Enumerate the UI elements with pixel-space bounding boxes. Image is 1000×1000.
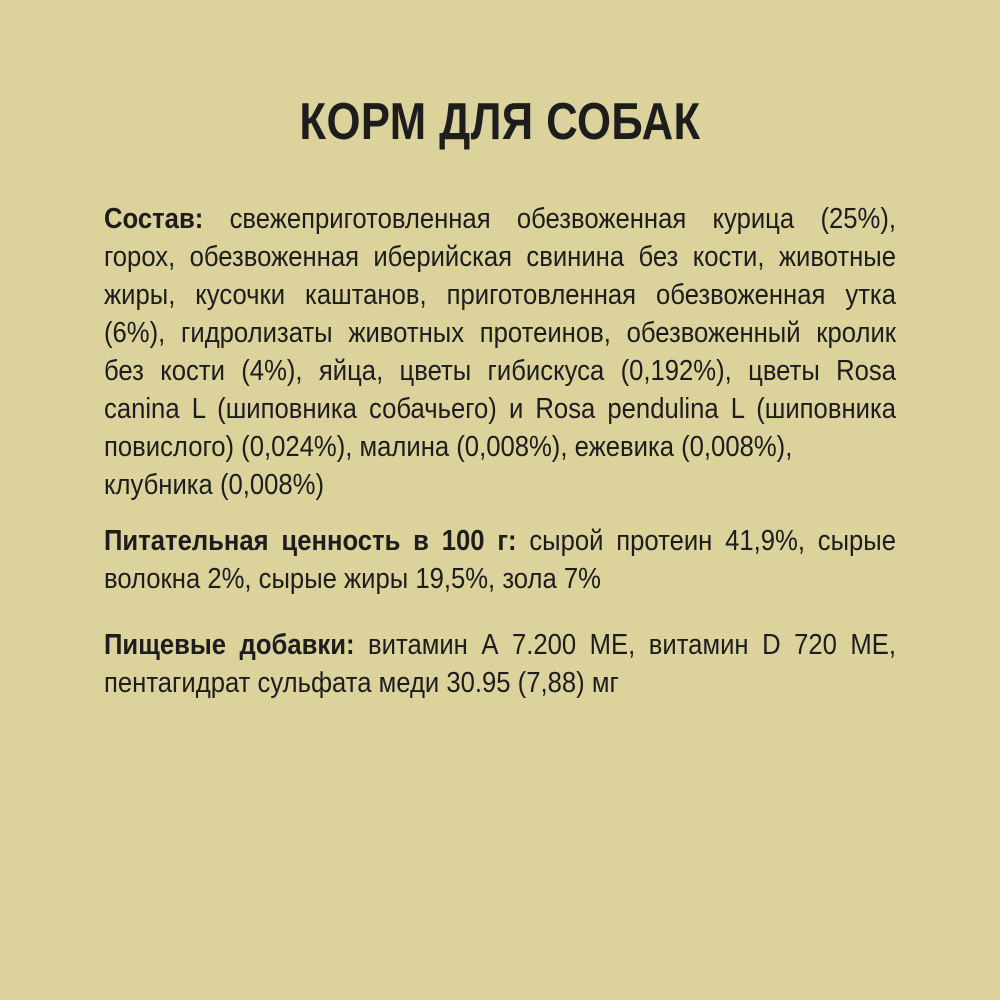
nutrition-text: сырой протеин 41,9%, сырые волокна 2%, сырые жиры 19,5%, зола 7% — [104, 525, 896, 595]
composition-label: Состав: — [104, 203, 204, 235]
composition-text: свежеприготовленная обезвоженная курица (25%), горох, обезвоженная иберийская свинина без кости, животные жиры, кусочки каштанов, приготовленная обезвоженная утка (6%), гидролизаты животных протеинов, обезвоженный кролик без кости (4%), яйца, цветы гибискуса (0,192%), цветы Rosa canina L (шиповника собачьего) и Rosa pendulina L (шиповника повислого) (0,024%), малина (0,008%), ежевика (0,008%), — [104, 203, 896, 463]
nutrition-label: Питательная ценность в 100 г: — [104, 525, 517, 557]
additives-text: витамин А 7.200 МЕ, витамин D 720 МЕ, пентагидрат сульфата меди 30.95 (7,88) мг — [104, 629, 897, 699]
page-title: КОРМ ДЛЯ СОБАК — [299, 93, 701, 151]
nutrition-paragraph — [104, 522, 896, 598]
additives-paragraph — [104, 626, 896, 702]
composition-paragraph — [104, 200, 896, 504]
composition-text-line2: клубника (0,008%) — [104, 469, 325, 501]
additives-label: Пищевые добавки: — [104, 629, 355, 661]
